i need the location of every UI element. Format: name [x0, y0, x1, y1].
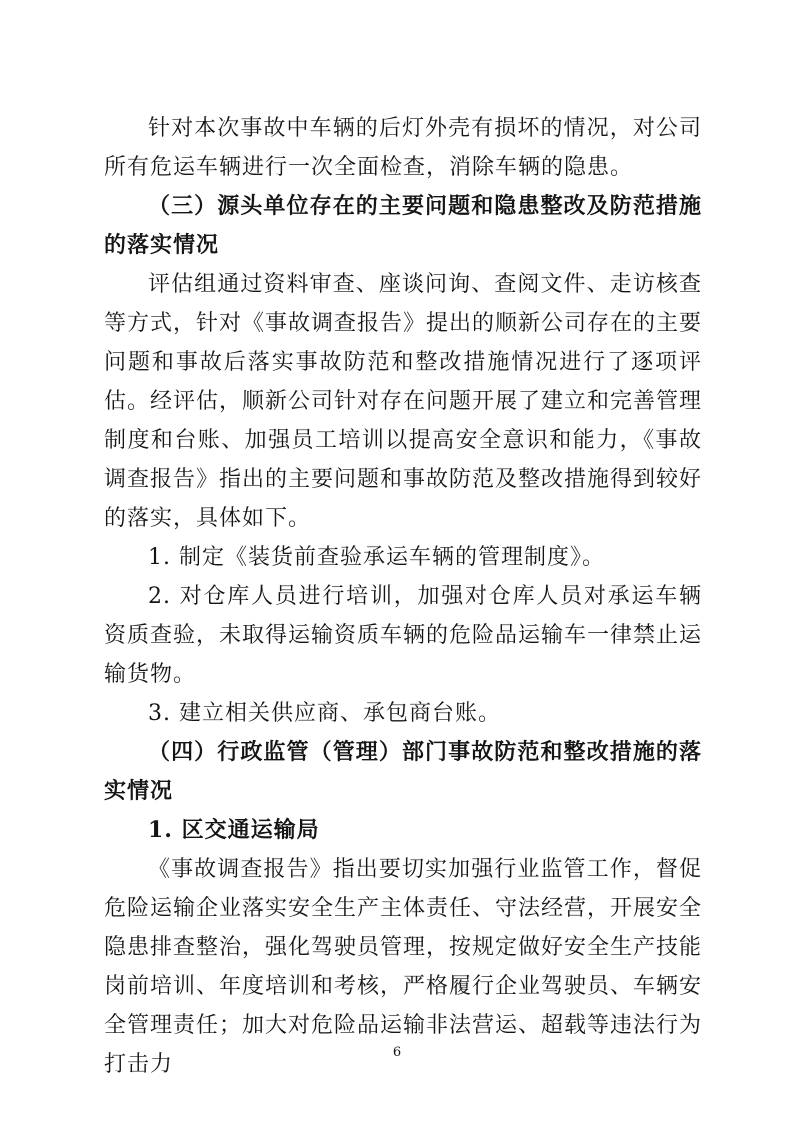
- section-heading: （三）源头单位存在的主要问题和隐患整改及防范措施的落实情况: [104, 193, 702, 258]
- paragraph: 针对本次事故中车辆的后灯外壳有损坏的情况，对公司所有危运车辆进行一次全面检查，消除车辆的隐患。: [104, 116, 702, 180]
- page-footer: [0, 1041, 794, 1061]
- section-subheading: 1. 区交通运输局: [148, 817, 320, 843]
- paragraph: 1. 制定《装货前查验承运车辆的管理制度》。: [148, 545, 605, 570]
- document-body: [104, 109, 702, 1084]
- page-number: 6: [392, 1045, 402, 1060]
- paragraph: 3. 建立相关供应商、承包商台账。: [148, 701, 501, 726]
- paragraph: 评估组通过资料审查、座谈问询、查阅文件、走访核查等方式，针对《事故调查报告》提出的顺新公司存在的主要问题和事故后落实事故防范和整改措施情况进行了逐项评估。经评估，顺新公司针对存在问题开展了建立和完善管理制度和台账、加强员工培训以提高安全意识和能力，《事故调查报告》指出的主要问题和事故防范及整改措施得到较好的落实，具体如下。: [104, 272, 703, 531]
- section-heading: （四）行政监管（管理）部门事故防范和整改措施的落实情况: [104, 739, 702, 804]
- paragraph: 《事故调查报告》指出要切实加强行业监管工作，督促危险运输企业落实安全生产主体责任、守法经营，开展安全隐患排查整治，强化驾驶员管理，按规定做好安全生产技能岗前培训、年度培训和考核，严格履行企业驾驶员、车辆安全管理责任；加大对危险品运输非法营运、超载等违法行为打击力: [104, 857, 703, 1077]
- paragraph: 2. 对仓库人员进行培训，加强对仓库人员对承运车辆资质查验，未取得运输资质车辆的危险品运输车一律禁止运输货物。: [104, 584, 703, 687]
